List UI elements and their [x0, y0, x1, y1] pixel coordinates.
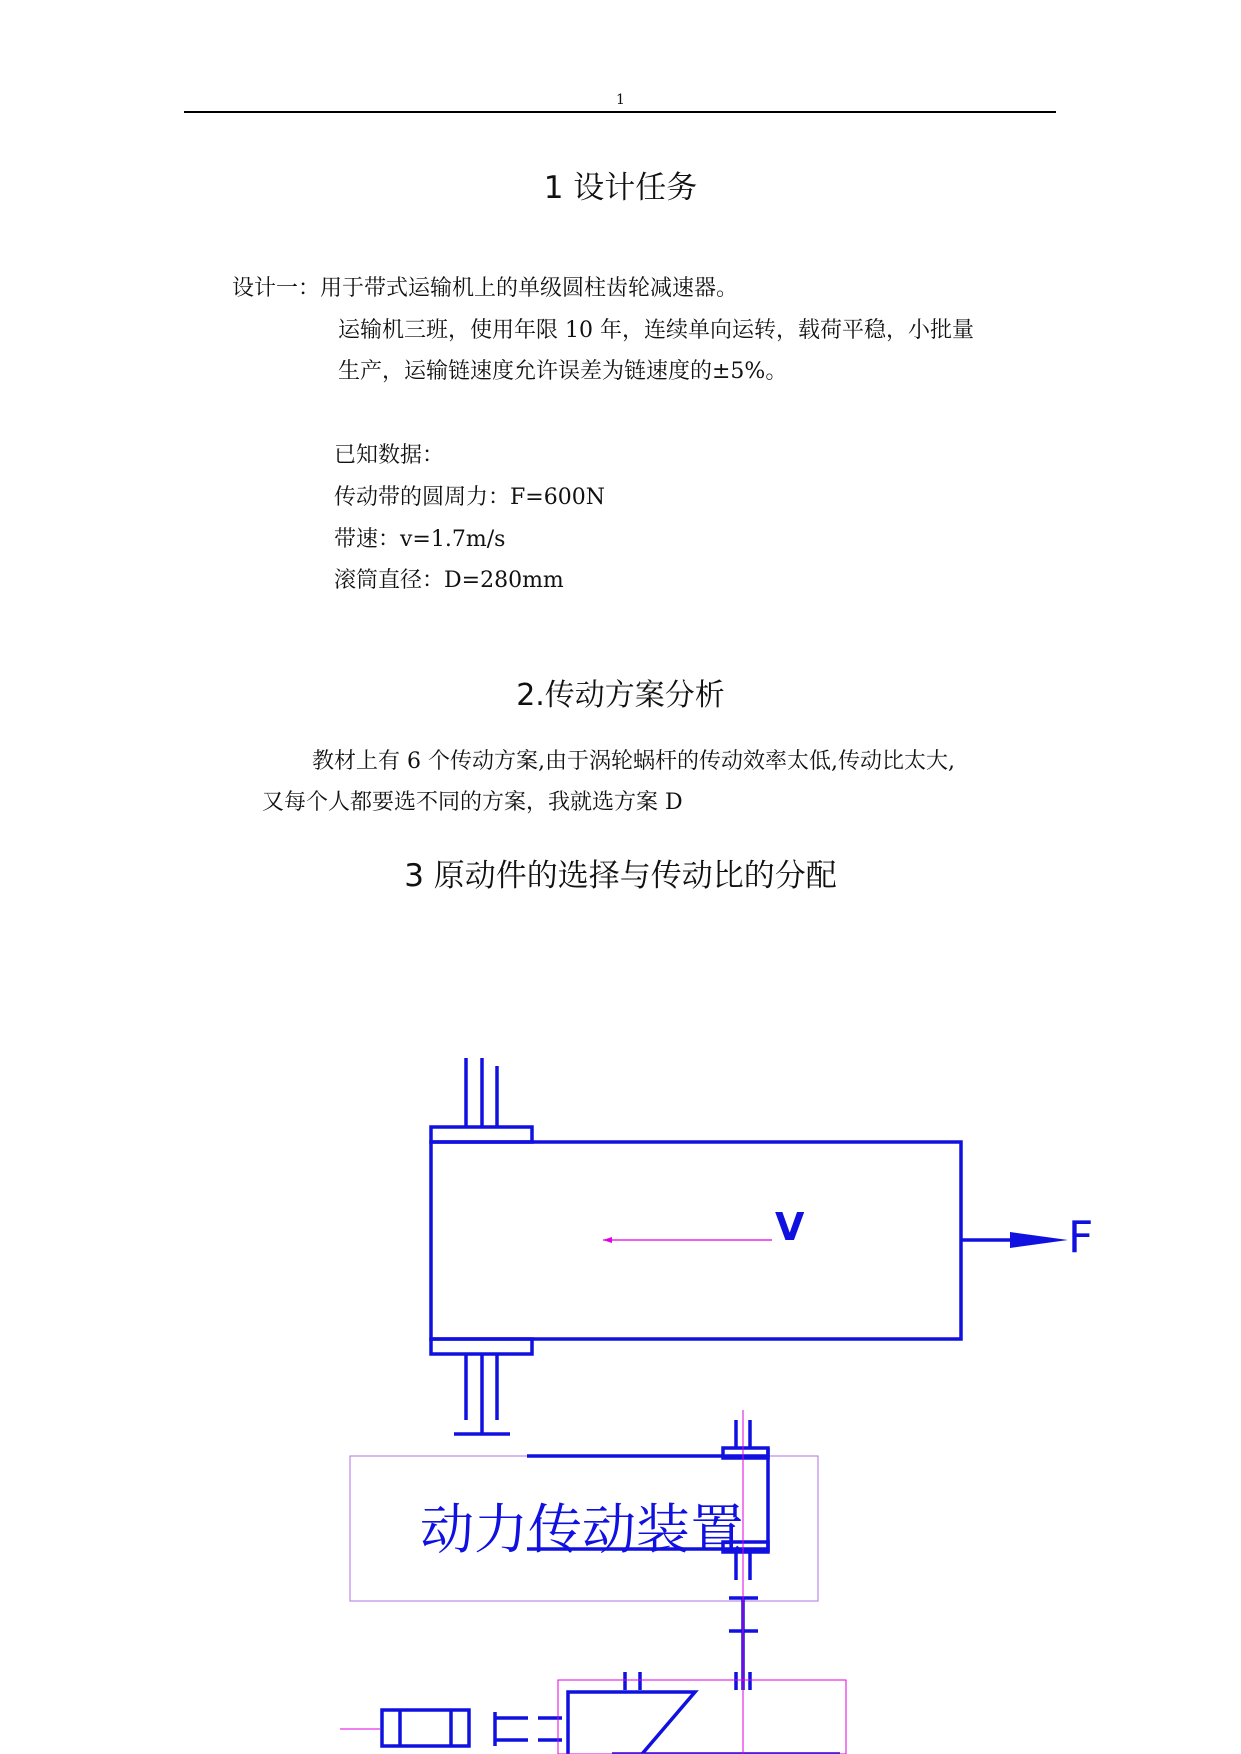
analysis-line-1: 教材上有 6 个传动方案,由于涡轮蜗杆的传动效率太低,传动比太大,	[312, 749, 955, 774]
velocity-label: V	[775, 1205, 805, 1249]
known-diameter: 滚筒直径：D=280mm	[334, 568, 564, 593]
page-number: 1	[616, 92, 625, 108]
task-desc-line-1: 运输机三班，使用年限 10 年，连续单向运转，载荷平稳，小批量	[338, 318, 974, 343]
drum-bearing-top	[431, 1127, 532, 1142]
section-title-transmission-analysis: 2.传动方案分析	[516, 678, 725, 713]
known-data-label: 已知数据：	[334, 443, 445, 468]
header-rule	[184, 111, 1056, 113]
task-desc-line-2: 生产，运输链速度允许误差为链速度的±5%。	[338, 359, 788, 384]
device-label: 动力传动装置	[420, 1498, 744, 1561]
force-label: F	[1068, 1212, 1094, 1263]
known-force: 传动带的圆周力：F=600N	[334, 485, 605, 510]
force-arrow-head	[1010, 1232, 1068, 1248]
bevel-gear	[568, 1692, 695, 1754]
motor-body	[382, 1710, 469, 1746]
velocity-arrow-head	[603, 1237, 612, 1243]
task-line: 设计一：用于带式运输机上的单级圆柱齿轮减速器。	[232, 276, 739, 301]
drum-bearing-bottom	[431, 1339, 532, 1354]
section-title-motor-selection: 3 原动件的选择与传动比的分配	[404, 858, 837, 894]
analysis-line-2: 又每个人都要选不同的方案，我就选方案 D	[262, 790, 683, 815]
section-title-design-task: 1 设计任务	[543, 170, 698, 206]
known-speed: 带速：v=1.7m/s	[334, 527, 506, 552]
transmission-diagram	[0, 1000, 1241, 1754]
right-bearing-top	[723, 1448, 768, 1458]
